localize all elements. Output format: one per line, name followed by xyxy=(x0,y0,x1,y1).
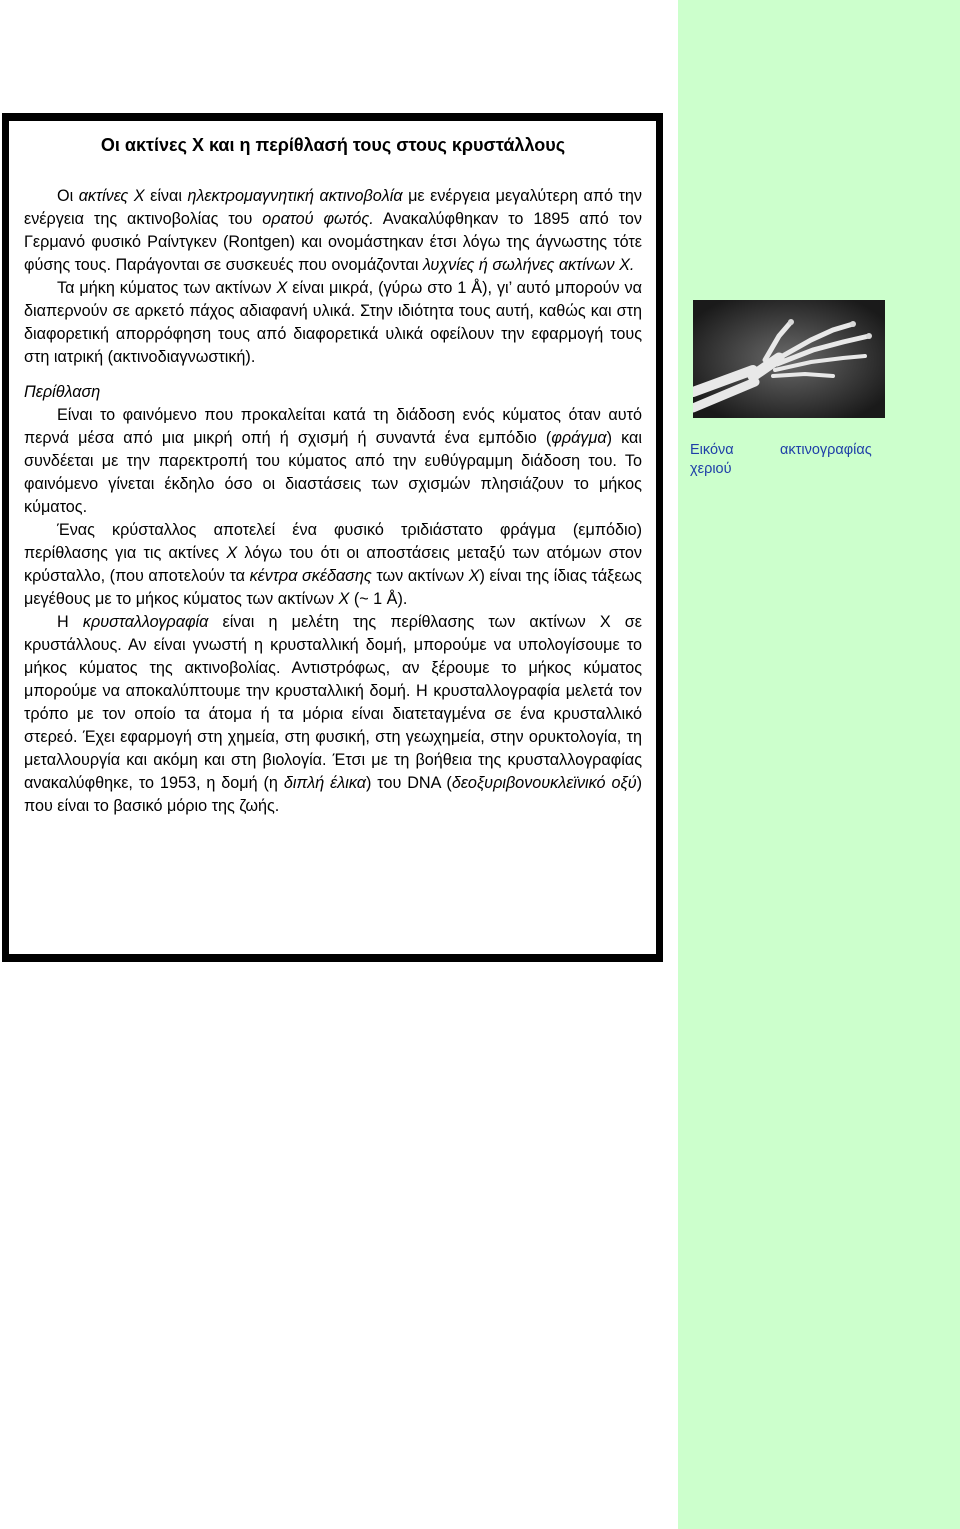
text-run: Είναι το φαινόμενο που προκαλείται κατά τη διάδοση ενός κύματος όταν αυτό περνά μέσα από μια μικρή οπή ή σχισμή ή συναντά ένα εμπόδιο ( xyxy=(24,406,642,447)
italic-run: κρυσταλλογραφία xyxy=(82,613,209,631)
italic-run: Χ xyxy=(276,279,288,297)
text-run: με ενέργεια μεγαλύτερη από την ενέργεια της ακτινοβολίας του xyxy=(24,187,643,228)
caption-word-3: χεριού xyxy=(690,461,732,477)
text-run: Τα μήκη κύματος των ακτίνων xyxy=(57,279,277,297)
italic-run: ορατού φωτός. xyxy=(262,210,374,228)
italic-run: δεοξυριβονουκλεϊνικό οξύ xyxy=(451,774,637,792)
text-run: (~ 1 Å). xyxy=(349,590,408,608)
italic-run: λυχνίες ή σωλήνες ακτίνων Χ. xyxy=(422,256,635,274)
section-heading-text: Περίθλαση xyxy=(24,383,101,401)
italic-run: φράγμα xyxy=(551,429,607,447)
text-run: Ένας κρύσταλλος αποτελεί ένα φυσικό τριδιάστατο φράγμα (εμπόδιο) περίθλασης για τις ακτίνες xyxy=(24,521,642,562)
text-run: των ακτίνων xyxy=(371,567,469,585)
caption-word-1: Εικόνα xyxy=(690,442,734,458)
text-run: Ανακαλύφθηκαν το 1895 από τον Γερμανό φυσικό Ραίντγκεν (Rontgen) και ονομάστηκαν έτσι λόγω της άγνωστης τότε φύσης τους. Παράγονται σε συσκευές που ονομάζονται xyxy=(24,210,642,274)
italic-run: Χ xyxy=(226,544,238,562)
paragraph-3 xyxy=(24,404,642,519)
hand-xray-image xyxy=(693,300,885,418)
paragraph-5 xyxy=(24,611,642,818)
document-title: Οι ακτίνες Χ και η περίθλασή τους στους κρυστάλλους xyxy=(100,135,566,155)
italic-run: ηλεκτρομαγνητική ακτινοβολία xyxy=(187,187,403,205)
text-run: ) που είναι το βασικό μόριο της ζωής. xyxy=(24,774,642,815)
text-content xyxy=(24,133,642,818)
italic-run: Χ xyxy=(468,567,480,585)
text-run: ) και συνδέεται με την παρεκτροπή του κύματος από την ευθύγραμμη διάδοση του. Το φαινόμενο γίνεται έκδηλο όσο οι διαστάσεις των σχισμών πλησιάζουν το μήκος κύματος. xyxy=(24,429,642,516)
caption-word-2: ακτινογραφίας xyxy=(780,442,872,458)
text-run: είναι xyxy=(144,187,188,205)
paragraph-4 xyxy=(24,519,642,611)
italic-run: Χ xyxy=(338,590,350,608)
text-run: λόγω του ότι οι αποστάσεις μεταξύ των ατόμων στον κρύσταλλο, (που αποτελούν τα xyxy=(24,544,642,585)
section-heading xyxy=(24,381,642,404)
text-run: ) του DNA ( xyxy=(365,774,452,792)
paragraph-1 xyxy=(24,185,642,277)
text-run: είναι η μελέτη της περίθλασης των ακτίνων Χ σε κρυστάλλους. Αν είναι γνωστή η κρυσταλλική δομή, μπορούμε να υπολογίσουμε το μήκος κύματος της ακτινοβολίας. Αντιστρόφως, αν ξέρουμε το μήκος κύματος μπορούμε να αποκαλύπτουμε την κρυσταλλική δομή. Η κρυσταλλογραφία μελετά τον τρόπο με τον οποίο τα άτομα ή τα μόρια είναι διατεταγμένα σε ένα κρυσταλλικό στερεό. Έχει εφαρμογή στη χημεία, στη φυσική, στη γεωχημεία, στην ορυκτολογία, τη μεταλλουργία και ακόμη και στη βιολογία. Έτσι με τη βοήθεια της κρυσταλλογραφίας ανακαλύφθηκε, το 1953, η δομή (η xyxy=(24,613,642,792)
italic-run: κέντρα σκέδασης xyxy=(249,567,372,585)
sidebar xyxy=(678,0,960,1529)
text-run: είναι μικρά, (γύρω στο 1 Å), γι’ αυτό μπορούν να διαπερνούν σε αρκετό πάχος αδιαφανή υλικά. Στην ιδιότητα τους αυτή, καθώς και στη διαφορετική απορρόφηση τους από διαφορετικά υλικά οφείλουν την εφαρμογή τους στη ιατρική (ακτινοδιαγνωστική). xyxy=(24,279,642,366)
text-run: Η xyxy=(57,613,83,631)
text-run: Οι xyxy=(57,187,79,205)
italic-run: διπλή έλικα xyxy=(283,774,366,792)
text-frame xyxy=(2,113,663,962)
text-run: ) είναι της ίδιας τάξεως μεγέθους με το μήκος κύματος των ακτίνων xyxy=(24,567,642,608)
paragraph-2 xyxy=(24,277,642,369)
italic-run: ακτίνες Χ xyxy=(78,187,145,205)
